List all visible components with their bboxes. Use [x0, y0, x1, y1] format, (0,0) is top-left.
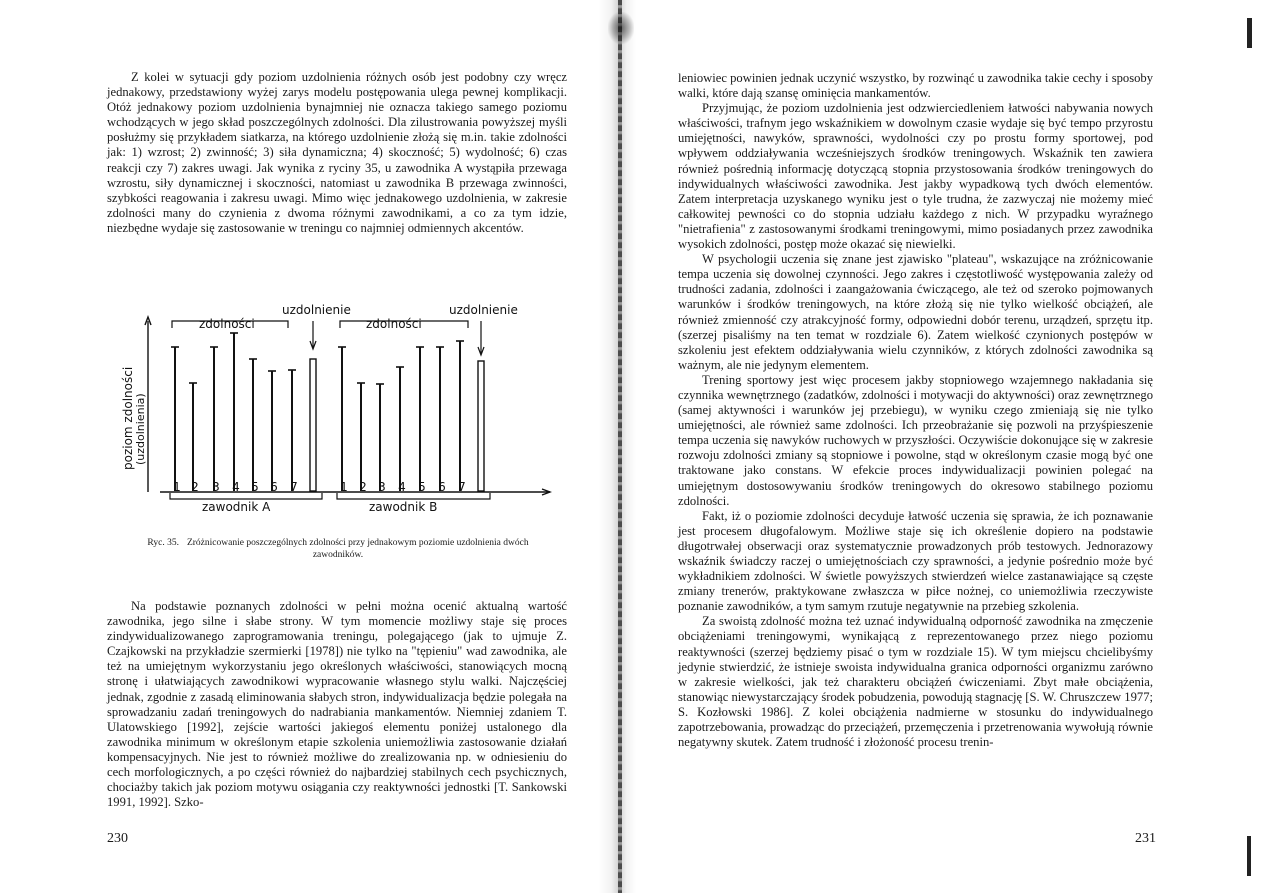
athlete-a-number-4: 4	[232, 480, 240, 494]
group-a-bracket-label: zdolności	[199, 317, 255, 331]
page-number-left: 230	[107, 831, 128, 846]
right-paragraph-3: W psychologii uczenia się znane jest zjawisko "plateau", wskazujące na zróżnicowanie tempa uczenia się dowolnej czynności. Jego zakres i częstotliwość występowania zależy od trudności zadania, zdolności i zaangażowania ćwiczącego, ale też od szeroko pojmowanych warunków i środków treningowych, na które złożą się nie tylko wielkość obciążeń, ale również zmienność czy atrakcyjność formy, odpowiedni dobór terenu, urządzeń, sprzętu itp. (szerzej pisaliśmy na ten temat w rozdziale 6). Zatem wielkość czynionych postępów w szkoleniu jest efektem oddziaływania wielu czynników, z których zdolności zawodnika są ważnym, ale nie jedynym elementem.	[678, 252, 1153, 372]
athlete-a-talent-bar	[310, 359, 316, 491]
book-gutter-line	[618, 0, 622, 893]
athlete-b-number-1: 1	[340, 480, 348, 494]
figure-axes	[145, 317, 550, 495]
right-paragraph-4: Trening sportowy jest więc procesem jakby stopniowego wzajemnego nakładania się czynnika wewnętrznego (zadatków, zdolności i motywacji do aktywności) oraz zewnętrznego (samej aktywności i warunków jej przebiegu), w wyniku czego zmieniają się nie tylko umiejętności, ale również same zdolności. Ich przeobrażanie się pozwoli na przyśpieszenie tempa uczenia się nawyków ruchowych w przyszłości. Oczywiście dokonujące się w zakresie rozwoju zdolności zmiany są stopniowe i powolne, stąd w określonym czasie mogą być one traktowane jako constans. W efekcie proces indywidualizacji powinien polegać na umiejętnym dostosowywaniu środków treningowych do okresowo stabilnego poziomu zdolności.	[678, 372, 1153, 508]
athlete-a-number-3: 3	[212, 480, 220, 494]
caption-id: Ryc. 35.	[147, 538, 179, 548]
figure-caption	[138, 537, 538, 561]
athlete-b-label: zawodnik B	[369, 500, 438, 514]
caption-text: Zróżnicowanie poszczególnych zdolności przy jednakowym poziomie uzdolnienia dwóch zawodników.	[186, 538, 529, 560]
athlete-b-number-6: 6	[438, 480, 446, 494]
athlete-a-number-5: 5	[251, 480, 259, 494]
paragraph-bottom-text: Na podstawie poznanych zdolności w pełni można ocenić aktualną wartość zawodnika, jego silne i słabe strony. W tym momencie możliwy staje się proces zindywidualizowanego zaprogramowania treningu, polegającego (jak to ujmuje Z. Czajkowski na przykładzie szermierki [1978]) nie tylko na "tępieniu" wad zawodnika, ale też na umiejętnym wykorzystaniu jego określonych właściwości, stanowiących mocną stronę i ułatwiających zawodnikowi wypracowanie własnego stylu walki. Najczęściej jednak, zgodnie z zasadą eliminowania słabych stron, indywidualizacja będzie polegała na sprowadzaniu zadań treningowych do nadrabiania mankamentów. Niemniej zdaniem T. Ulatowskiego [1992], zejście wartości jakiegoś elementu poniżej ustalonego dla zawodnika minimum w określonym etapie szkolenia uniemożliwia zastosowanie działań kompensacyjnych. Nie jest to również możliwe do zrealizowania np. w odniesieniu do cech morfologicznych, a po części również do najbardziej stabilnych cech psychicznych, chociażby takich jak poziom motywu osiągania czy reaktywności jednostki [T. Sankowski 1991, 1992]. Szko-	[107, 599, 567, 810]
y-axis-label-2: (uzdolnienia)	[134, 393, 147, 465]
athlete-a-number-1: 1	[173, 480, 181, 494]
athlete-b-number-4: 4	[398, 480, 406, 494]
athlete-a-number-2: 2	[191, 480, 199, 494]
scan-edge-mark-bottom	[1247, 836, 1251, 876]
paragraph-top-text: Z kolei w sytuacji gdy poziom uzdolnienia różnych osób jest podobny czy wręcz jednakowy, przedstawiony wyżej zarys modelu postępowania ulega pewnej komplikacji. Otóż jednakowy poziom uzdolnienia bynajmniej nie oznacza takiego samego poziomu wchodzących w jego skład poszczególnych zdolności. Dla zilustrowania powyższej myśli posłużmy się przykładem siatkarza, na którego uzdolnienie złożą się m.in. takie zdolności jak: 1) wzrost; 2) zwinność; 3) siła dynamiczna; 4) skoczność; 5) wydolność; 6) czas reakcji czy 7) zakres uwagi. Jak wynika z ryciny 35, u zawodnika A wystąpiła przewaga wzrostu, siły dynamicznej i skoczności, natomiast u zawodnika B przewaga zwinności, szybkości reagowania i zakresu uwagi. Mimo więc jednakowego uzdolnienia, w zakresie zdolności many do czynienia z dwoma różnymi zawodnikami, a co za tym idzie, niezbędne wydaje się zastosowanie w treningu co najmniej odmiennych akcentów.	[107, 70, 567, 235]
athlete-a-label: zawodnik A	[202, 500, 271, 514]
figure-35	[110, 295, 560, 525]
y-axis-label-1: poziom zdolności	[121, 366, 135, 470]
scan-edge-mark-top	[1247, 18, 1252, 48]
right-paragraph-2: Przyjmując, że poziom uzdolnienia jest odzwierciedleniem łatwości nabywania nowych właściwości, trafnym jego wskaźnikiem w dowolnym czasie wydaje się być tempo przyrostu umiejętności, nawyków, sprawności, wydolności czy po prostu formy sportowej, pod wpływem oddziaływania wcześniejszych środków treningowych. Wskaźnik ten zawiera również pośrednią informację dotyczącą stopnia przystosowania środków treningowych do indywidualnych właściwości zawodnika. Jest jakby wypadkową tych dwóch elementów. Zatem interpretacja uzyskanego wyniku jest o tyle trudna, że zazwyczaj nie możemy mieć całkowitej pewności co do stopnia udziału każdego z nich. W przypadku wyraźnego "nietrafienia" z zastosowanymi środkami treningowymi, mimo posiadanych przez zawodnika wysokich zdolności, postęp może okazać się niewielki.	[678, 101, 1153, 252]
talent-label-a: uzdolnienie	[282, 303, 351, 317]
athlete-b-number-2: 2	[359, 480, 367, 494]
athlete-b-number-3: 3	[378, 480, 386, 494]
right-text	[678, 71, 1153, 750]
athlete-b-bars	[338, 341, 484, 491]
athlete-a-number-6: 6	[270, 480, 278, 494]
left-paragraph-bottom	[107, 599, 567, 810]
athlete-a-bars	[171, 333, 316, 491]
athlete-b-number-5: 5	[418, 480, 426, 494]
left-paragraph-top	[107, 70, 567, 236]
right-paragraph-1: leniowiec powinien jednak uczynić wszystko, by rozwinąć u zawodnika takie cechy i sposoby walki, które dają szansę ominięcia mankamentów.	[678, 71, 1153, 101]
right-paragraph-6: Za swoistą zdolność można też uznać indywidualną odporność zawodnika na zmęczenie obciążeniami treningowymi, wynikającą z reprezentowanego przez niego poziomu reaktywności (szerzej będziemy pisać o tym w rozdziale 15). W tym miejscu chcielibyśmy jedynie stwierdzić, że istnieje swoista indywidualna granica odporności organizmu zarówno w zakresie wielkości, jak też charakteru obciążeń ćwiczeniami. Zbyt małe obciążenia, stanowiąc niewystarczający środek pobudzenia, powodują stagnację [S. W. Chruszczew 1977; S. Kozłowski 1986]. Z kolei obciążenia nadmierne w stosunku do indywidualnego zapotrzebowania, prowadząc do przeciążeń, przemęczenia i przetrenowania wywołują równie negatywny skutek. Zatem trudność i złożoność procesu trenin-	[678, 614, 1153, 750]
right-paragraph-5: Fakt, iż o poziomie zdolności decyduje łatwość uczenia się sprawia, że ich poznawanie jest procesem długofalowym. Możliwe staje się ich określenie dopiero na podstawie długotrwałej obserwacji oraz systematycznie prowadzonych prób testowych. Jednorazowy wskaźnik świadczy raczej o umiejętnościach czy sprawności, a jedynie pośrednio może być wykładnikiem zdolności. W świetle powyższych stwierdzeń wielce zastanawiające są częste zmiany trenerów, praktykowane zwłaszcza w piłce nożnej, co uniemożliwia rzeczywiste poznanie zawodników, a tym samym rzutuje negatywnie na przebieg szkolenia.	[678, 508, 1153, 614]
right-page	[630, 0, 1263, 893]
left-page	[0, 0, 620, 893]
page-number-right: 231	[1135, 831, 1156, 846]
athlete-b-number-7: 7	[458, 480, 466, 494]
talent-label-b: uzdolnienie	[449, 303, 518, 317]
athlete-a-number-7: 7	[290, 480, 298, 494]
athlete-b-talent-bar	[478, 361, 484, 491]
group-b-bracket-label: zdolności	[366, 317, 422, 331]
